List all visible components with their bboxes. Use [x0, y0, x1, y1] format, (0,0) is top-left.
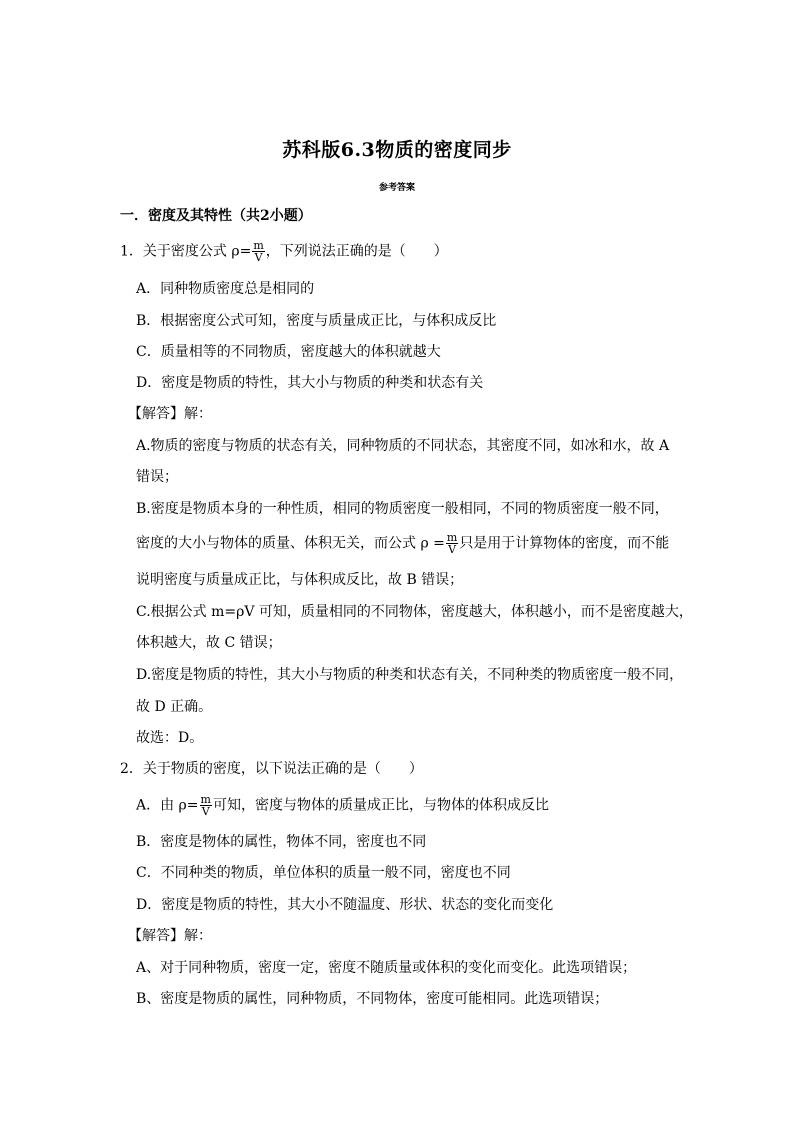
q2-stem: 2．关于物质的密度，以下说法正确的是（ ） [120, 761, 423, 777]
document-title: 苏科版6.3物质的密度同步 [282, 139, 512, 161]
q2-option-a-fraction-denominator: V [201, 805, 210, 818]
section-heading: 一．密度及其特性（共2小题） [120, 208, 312, 224]
q1-option-b: B．根据密度公式可知，密度与质量成正比，与体积成反比 [136, 313, 497, 329]
q2-option-b: B．密度是物体的属性，物体不同，密度也不同 [136, 834, 427, 850]
q1-stem-fraction-denominator: V [254, 251, 263, 264]
q1-stem-pre: 1．关于密度公式 ρ= [120, 243, 252, 260]
q1-solution-fraction-denominator: V [448, 543, 457, 556]
q1-solution-a-line2: 错误； [136, 469, 178, 485]
q1-solution-d-line1: D.密度是物质的特性，其大小与物质的种类和状态有关，不同种类的物质密度一般不同， [136, 667, 684, 683]
q2-option-c: C．不同种类的物质，单位体积的质量一般不同，密度也不同 [136, 865, 511, 881]
q1-solution-c-line2: 体积越大，故 C 错误； [136, 635, 282, 651]
q2-option-a [136, 794, 549, 817]
q1-solution-b-line1: B.密度是物质本身的一种性质，相同的物质密度一般相同，不同的物质密度一般不同， [136, 501, 669, 517]
q1-solution-c-line1: C.根据公式 m=ρV 可知，质量相同的不同物体，密度越大，体积越小，而不是密度越大， [136, 604, 693, 620]
q2-option-a-fraction [200, 794, 212, 817]
q1-solution-a-line1: A.物质的密度与物质的状态有关，同种物质的不同状态，其密度不同，如冰和水，故 A [136, 438, 670, 454]
q1-stem-fraction [252, 240, 264, 263]
q2-option-d: D．密度是物质的特性，其大小不随温度、形状、状态的变化而变化 [136, 897, 554, 913]
q1-final-choice: 故选：D。 [136, 730, 204, 746]
q2-answer-heading: 【解答】解： [128, 928, 212, 944]
q1-option-a: A．同种物质密度总是相同的 [136, 281, 315, 297]
q1-solution-b-pre: 密度的大小与物体的质量、体积无关，而公式 ρ = [136, 535, 445, 552]
q1-stem [120, 240, 448, 263]
q1-option-c: C．质量相等的不同物质，密度越大的体积就越大 [136, 344, 441, 360]
q2-option-a-pre: A．由 ρ= [136, 797, 199, 814]
q1-solution-fraction-numerator: m [446, 531, 458, 544]
q1-option-d: D．密度是物质的特性，其大小与物质的种类和状态有关 [136, 375, 484, 391]
q1-solution-fraction [446, 532, 458, 555]
q2-solution-b: B、密度是物质的属性，同种物质，不同物体，密度可能相同。此选项错误； [136, 991, 609, 1007]
document-subtitle: 参考答案 [378, 183, 415, 193]
q1-stem-fraction-numerator: m [253, 239, 264, 252]
q2-option-a-fraction-numerator: m [200, 793, 211, 806]
q1-solution-b-line3: 说明密度与质量成正比，与体积成反比，故 B 错误； [136, 572, 464, 588]
q1-stem-post: ，下列说法正确的是（ ） [265, 243, 448, 260]
q1-solution-b-post: 只是用于计算物体的密度，而不能 [459, 535, 670, 552]
q1-answer-heading: 【解答】解： [128, 406, 212, 422]
q2-solution-a: A、对于同种物质，密度一定，密度不随质量或体积的变化而变化。此选项错误； [136, 960, 637, 976]
q2-option-a-post: 可知，密度与物体的质量成正比，与物体的体积成反比 [212, 797, 549, 814]
q1-solution-b-line2 [136, 532, 669, 555]
q1-solution-d-line2: 故 D 正确。 [136, 699, 213, 715]
